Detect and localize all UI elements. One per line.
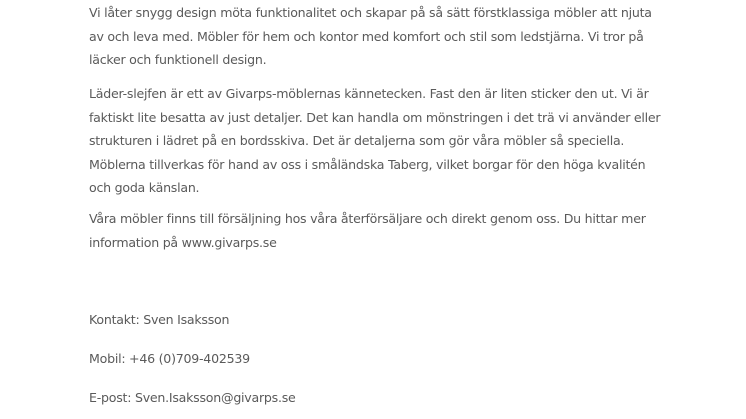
availability-paragraph: Våra möbler finns till försäljning hos våra återförsäljare och direkt genom oss. Du hittar mer information på www.givarps.se xyxy=(89,211,646,250)
details-paragraph: Läder-slejfen är ett av Givarps-möblernas kännetecken. Fast den är liten sticker den ut. Vi är faktiskt lite besatta av just detaljer. Det kan handla om mönstringen i det trä vi använder eller strukturen i lädret på en bordsskiva. Det är detaljerna som gör våra möbler så speciella. Möblerna tillverkas för hand av oss i småländska Taberg, vilket borgar för den höga kvalitén och goda känslan. xyxy=(89,86,661,195)
contact-email: E-post: Sven.Isaksson@givarps.se xyxy=(89,390,296,405)
intro-paragraph: Vi låter snygg design möta funktionalitet och skapar på så sätt förstklassiga möbler att njuta av och leva med. Möbler för hem och kontor med komfort och stil som ledstjärna. Vi tror på läcker och funktionell design. xyxy=(89,5,652,67)
contact-name: Kontakt: Sven Isaksson xyxy=(89,312,230,327)
contact-phone: Mobil: +46 (0)709-402539 xyxy=(89,351,250,366)
